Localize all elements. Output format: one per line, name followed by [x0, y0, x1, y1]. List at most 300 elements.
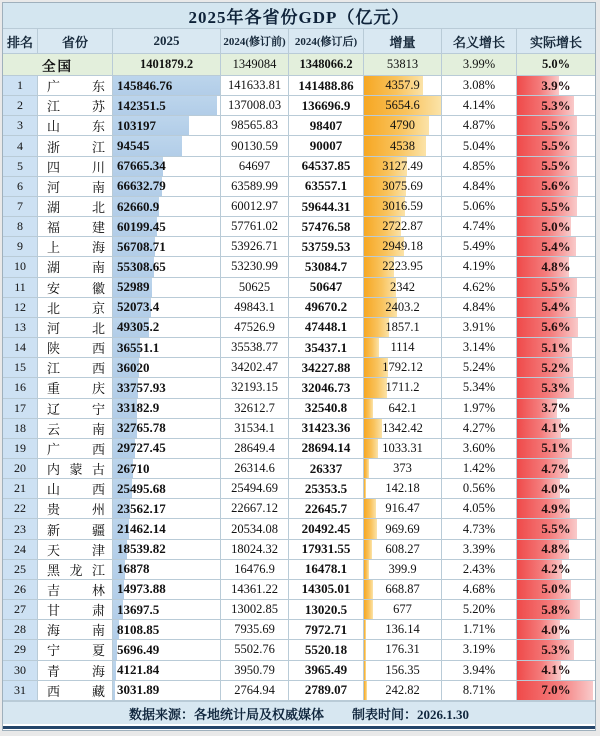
nominal-growth-cell: 5.24% — [442, 358, 517, 378]
nominal-growth-cell: 4.14% — [442, 96, 517, 116]
table-row — [3, 338, 595, 358]
province-cell — [38, 661, 113, 681]
table-row — [3, 439, 595, 459]
gdp-2025-cell: 5696.49 — [113, 640, 221, 660]
gdp-2024-before-cell: 32612.7 — [221, 399, 289, 419]
table-row — [3, 197, 595, 217]
table-row — [3, 540, 595, 560]
gdp-2024-before-cell: 34202.47 — [221, 358, 289, 378]
rank-cell: 6 — [3, 177, 38, 197]
province-name: 西 藏 — [47, 683, 105, 699]
rank-cell: 16 — [3, 378, 38, 398]
table-row — [3, 157, 595, 177]
national-real-growth: 5.0% — [517, 54, 595, 76]
gdp-2024-before-cell: 90130.59 — [221, 136, 289, 156]
nominal-growth-cell: 2.43% — [442, 560, 517, 580]
real-growth-cell: 5.3% — [517, 640, 595, 660]
nominal-growth-cell: 1.97% — [442, 399, 517, 419]
real-growth-cell: 5.5% — [517, 157, 595, 177]
gdp-2025-cell: 33757.93 — [113, 378, 221, 398]
gdp-2025-cell: 145846.76 — [113, 76, 221, 96]
real-growth-cell: 5.5% — [517, 519, 595, 539]
gdp-2024-after-cell: 49670.2 — [289, 298, 364, 318]
gdp-2024-after-cell: 16478.1 — [289, 560, 364, 580]
increment-bar — [364, 681, 367, 700]
province-cell — [38, 237, 113, 257]
province-cell — [38, 338, 113, 358]
rank-cell: 26 — [3, 580, 38, 600]
increment-cell: 677 — [364, 600, 442, 620]
province-name: 江 苏 — [47, 99, 105, 115]
increment-bar — [364, 499, 376, 518]
real-growth-cell: 4.1% — [517, 419, 595, 439]
province-name: 海 南 — [47, 623, 105, 639]
gdp-2025-cell: 16878 — [113, 560, 221, 580]
national-2024-after: 1348066.2 — [289, 54, 364, 76]
gdp-2025-cell: 67665.34 — [113, 157, 221, 177]
national-nominal-growth: 3.99% — [442, 54, 517, 76]
table-row — [3, 298, 595, 318]
province-name: 广 西 — [47, 441, 105, 457]
gdp-2024-before-cell: 60012.97 — [221, 197, 289, 217]
increment-cell: 1711.2 — [364, 378, 442, 398]
table-row — [3, 177, 595, 197]
gdp-2024-after-cell: 17931.55 — [289, 540, 364, 560]
gdp-2024-after-cell: 5520.18 — [289, 640, 364, 660]
province-cell — [38, 136, 113, 156]
rank-cell: 23 — [3, 519, 38, 539]
table-row — [3, 499, 595, 519]
table-row — [3, 378, 595, 398]
increment-cell: 399.9 — [364, 560, 442, 580]
data-source-label: 数据来源：各地统计局及权威媒体 — [128, 706, 324, 722]
gdp-2024-before-cell: 5502.76 — [221, 640, 289, 660]
province-cell — [38, 378, 113, 398]
increment-cell: 2403.2 — [364, 298, 442, 318]
real-growth-cell: 4.8% — [517, 540, 595, 560]
real-growth-cell: 5.6% — [517, 318, 595, 338]
province-name: 上 海 — [47, 240, 105, 256]
gdp-2024-after-cell: 28694.14 — [289, 439, 364, 459]
province-cell — [38, 499, 113, 519]
province-name: 江 西 — [47, 361, 105, 377]
increment-bar — [364, 519, 377, 538]
gdp-2024-after-cell: 13020.5 — [289, 600, 364, 620]
gdp-2025-cell: 18539.82 — [113, 540, 221, 560]
increment-cell: 2949.18 — [364, 237, 442, 257]
gdp-2024-before-cell: 13002.85 — [221, 600, 289, 620]
real-growth-cell: 7.0% — [517, 681, 595, 701]
gdp-2024-before-cell: 28649.4 — [221, 439, 289, 459]
rank-cell: 19 — [3, 439, 38, 459]
rank-cell: 30 — [3, 661, 38, 681]
gdp-2024-after-cell: 57476.58 — [289, 217, 364, 237]
province-cell — [38, 197, 113, 217]
table-footer — [3, 701, 595, 724]
gdp-2024-before-cell: 2764.94 — [221, 681, 289, 701]
gdp-2024-after-cell: 53084.7 — [289, 257, 364, 277]
gdp-2024-before-cell: 26314.6 — [221, 459, 289, 479]
rank-cell: 10 — [3, 257, 38, 277]
table-row — [3, 459, 595, 479]
table-body — [3, 76, 595, 701]
province-cell — [38, 257, 113, 277]
real-growth-cell: 5.8% — [517, 600, 595, 620]
gdp-2024-after-cell: 3965.49 — [289, 661, 364, 681]
nominal-growth-cell: 1.71% — [442, 620, 517, 640]
table-row — [3, 358, 595, 378]
gdp-2025-cell: 25495.68 — [113, 479, 221, 499]
rank-cell: 4 — [3, 136, 38, 156]
gdp-2024-after-cell: 20492.45 — [289, 519, 364, 539]
gdp-2024-after-cell: 90007 — [289, 136, 364, 156]
province-name: 四 川 — [47, 159, 105, 175]
province-cell — [38, 479, 113, 499]
nominal-growth-cell: 5.04% — [442, 136, 517, 156]
increment-cell: 176.31 — [364, 640, 442, 660]
gdp-2024-before-cell: 64697 — [221, 157, 289, 177]
nominal-growth-cell: 8.71% — [442, 681, 517, 701]
col-header-province: 省份 — [38, 29, 113, 54]
nominal-growth-cell: 3.91% — [442, 318, 517, 338]
real-growth-cell: 5.0% — [517, 217, 595, 237]
gdp-2024-before-cell: 47526.9 — [221, 318, 289, 338]
gdp-2025-cell: 14973.88 — [113, 580, 221, 600]
gdp-2025-cell: 94545 — [113, 136, 221, 156]
province-name: 福 建 — [47, 220, 105, 236]
real-growth-cell: 4.1% — [517, 661, 595, 681]
gdp-2025-cell: 4121.84 — [113, 661, 221, 681]
increment-bar — [364, 620, 366, 639]
table-row — [3, 217, 595, 237]
nominal-growth-cell: 3.19% — [442, 640, 517, 660]
gdp-2024-before-cell: 25494.69 — [221, 479, 289, 499]
province-name: 天 津 — [47, 542, 105, 558]
increment-bar — [364, 600, 373, 619]
increment-cell: 136.14 — [364, 620, 442, 640]
increment-bar — [364, 338, 379, 357]
gdp-2024-before-cell: 53926.71 — [221, 237, 289, 257]
table-row — [3, 257, 595, 277]
increment-bar — [364, 580, 373, 599]
gdp-2024-after-cell: 32046.73 — [289, 378, 364, 398]
gdp-2025-cell: 36551.1 — [113, 338, 221, 358]
nominal-growth-cell: 4.87% — [442, 116, 517, 136]
real-growth-cell: 5.0% — [517, 580, 595, 600]
increment-cell: 2342 — [364, 278, 442, 298]
gdp-2024-before-cell: 98565.83 — [221, 116, 289, 136]
real-growth-cell: 5.2% — [517, 358, 595, 378]
national-gdp-2025: 1401879.2 — [113, 54, 221, 76]
col-header-rank: 排名 — [3, 29, 38, 54]
table-row — [3, 661, 595, 681]
increment-bar — [364, 378, 387, 397]
province-cell — [38, 519, 113, 539]
increment-cell: 608.27 — [364, 540, 442, 560]
increment-cell: 3016.59 — [364, 197, 442, 217]
increment-cell: 3075.69 — [364, 177, 442, 197]
table-row — [3, 116, 595, 136]
page-title: 2025年各省份GDP（亿元） — [3, 3, 595, 29]
rank-cell: 21 — [3, 479, 38, 499]
province-name: 广 东 — [47, 79, 105, 95]
province-cell — [38, 560, 113, 580]
table-row — [3, 399, 595, 419]
nominal-growth-cell: 5.20% — [442, 600, 517, 620]
real-growth-cell: 4.7% — [517, 459, 595, 479]
gdp-2024-after-cell: 2789.07 — [289, 681, 364, 701]
increment-cell: 916.47 — [364, 499, 442, 519]
nominal-growth-cell: 3.39% — [442, 540, 517, 560]
rank-cell: 7 — [3, 197, 38, 217]
increment-bar — [364, 640, 366, 659]
increment-bar — [364, 419, 382, 438]
table-row — [3, 479, 595, 499]
province-cell — [38, 419, 113, 439]
increment-cell: 3127.49 — [364, 157, 442, 177]
table-row — [3, 278, 595, 298]
nominal-growth-cell: 4.84% — [442, 177, 517, 197]
rank-cell: 13 — [3, 318, 38, 338]
increment-cell: 642.1 — [364, 399, 442, 419]
gdp-2024-after-cell: 35437.1 — [289, 338, 364, 358]
nominal-growth-cell: 4.85% — [442, 157, 517, 177]
table-row — [3, 560, 595, 580]
real-growth-cell: 5.1% — [517, 338, 595, 358]
gdp-2025-cell: 23562.17 — [113, 499, 221, 519]
rank-cell: 29 — [3, 640, 38, 660]
increment-bar — [364, 540, 372, 559]
gdp-2024-before-cell: 14361.22 — [221, 580, 289, 600]
increment-bar — [364, 479, 366, 498]
increment-cell: 373 — [364, 459, 442, 479]
increment-cell: 156.35 — [364, 661, 442, 681]
rank-cell: 25 — [3, 560, 38, 580]
gdp-2024-before-cell: 50625 — [221, 278, 289, 298]
real-growth-cell: 5.5% — [517, 116, 595, 136]
gdp-2025-cell: 36020 — [113, 358, 221, 378]
gdp-2025-cell: 60199.45 — [113, 217, 221, 237]
col-header-2024-before: 2024(修订前) — [221, 29, 289, 54]
gdp-2025-cell: 13697.5 — [113, 600, 221, 620]
table-row — [3, 237, 595, 257]
province-cell — [38, 76, 113, 96]
gdp-2024-after-cell: 7972.71 — [289, 620, 364, 640]
gdp-2024-after-cell: 98407 — [289, 116, 364, 136]
real-growth-cell: 5.3% — [517, 378, 595, 398]
gdp-2024-after-cell: 26337 — [289, 459, 364, 479]
province-name: 北 京 — [47, 300, 105, 316]
province-name: 吉 林 — [47, 582, 105, 598]
nominal-growth-cell: 5.49% — [442, 237, 517, 257]
rank-cell: 31 — [3, 681, 38, 701]
nominal-growth-cell: 0.56% — [442, 479, 517, 499]
increment-bar — [364, 661, 366, 680]
gdp-2025-cell: 52073.4 — [113, 298, 221, 318]
gdp-2025-cell: 26710 — [113, 459, 221, 479]
table-row — [3, 136, 595, 156]
province-name: 辽 宁 — [47, 401, 105, 417]
province-cell — [38, 600, 113, 620]
gdp-2024-before-cell: 141633.81 — [221, 76, 289, 96]
province-name: 浙 江 — [47, 139, 105, 155]
nominal-growth-cell: 4.73% — [442, 519, 517, 539]
real-growth-cell: 5.5% — [517, 278, 595, 298]
gdp-2024-after-cell: 59644.31 — [289, 197, 364, 217]
table-row — [3, 580, 595, 600]
col-header-real-growth: 实际增长 — [517, 29, 595, 54]
gdp-2024-before-cell: 63589.99 — [221, 177, 289, 197]
rank-cell: 5 — [3, 157, 38, 177]
gdp-2024-after-cell: 14305.01 — [289, 580, 364, 600]
gdp-2025-cell: 66632.79 — [113, 177, 221, 197]
gdp-2024-before-cell: 53230.99 — [221, 257, 289, 277]
gdp-2025-cell: 32765.78 — [113, 419, 221, 439]
nominal-growth-cell: 4.84% — [442, 298, 517, 318]
increment-cell: 1342.42 — [364, 419, 442, 439]
increment-cell: 5654.6 — [364, 96, 442, 116]
increment-cell: 142.18 — [364, 479, 442, 499]
gdp-2024-after-cell: 47448.1 — [289, 318, 364, 338]
increment-bar — [364, 459, 369, 478]
gdp-2025-cell: 62660.9 — [113, 197, 221, 217]
rank-cell: 17 — [3, 399, 38, 419]
increment-bar — [364, 560, 369, 579]
province-name: 重 庆 — [47, 381, 105, 397]
gdp-2024-before-cell: 31534.1 — [221, 419, 289, 439]
province-cell — [38, 358, 113, 378]
province-cell — [38, 681, 113, 701]
gdp-2025-cell: 49305.2 — [113, 318, 221, 338]
gdp-2024-before-cell: 20534.08 — [221, 519, 289, 539]
gdp-2024-after-cell: 22645.7 — [289, 499, 364, 519]
national-increment: 53813 — [364, 54, 442, 76]
gdp-2024-after-cell: 25353.5 — [289, 479, 364, 499]
gdp-2025-cell: 3031.89 — [113, 681, 221, 701]
table-row — [3, 620, 595, 640]
province-cell — [38, 620, 113, 640]
real-growth-cell: 5.4% — [517, 237, 595, 257]
gdp-2025-cell: 33182.9 — [113, 399, 221, 419]
nominal-growth-cell: 3.14% — [442, 338, 517, 358]
col-header-2025: 2025 — [113, 29, 221, 54]
province-name: 山 东 — [47, 119, 105, 135]
gdp-table — [2, 2, 596, 731]
nominal-growth-cell: 5.34% — [442, 378, 517, 398]
province-name: 内 蒙 古 — [47, 462, 105, 478]
rank-cell: 22 — [3, 499, 38, 519]
province-cell — [38, 217, 113, 237]
nominal-growth-cell: 4.74% — [442, 217, 517, 237]
increment-cell: 2223.95 — [364, 257, 442, 277]
province-cell — [38, 116, 113, 136]
province-name: 山 西 — [47, 482, 105, 498]
rank-cell: 12 — [3, 298, 38, 318]
gdp-2024-before-cell: 3950.79 — [221, 661, 289, 681]
increment-cell: 242.82 — [364, 681, 442, 701]
increment-cell: 1033.31 — [364, 439, 442, 459]
nominal-growth-cell: 3.60% — [442, 439, 517, 459]
table-row — [3, 318, 595, 338]
rank-cell: 8 — [3, 217, 38, 237]
gdp-2025-cell: 103197 — [113, 116, 221, 136]
province-cell — [38, 540, 113, 560]
increment-cell: 1792.12 — [364, 358, 442, 378]
gdp-2024-after-cell: 64537.85 — [289, 157, 364, 177]
gdp-2025-cell: 21462.14 — [113, 519, 221, 539]
province-name: 黑 龙 江 — [47, 562, 105, 578]
province-name: 河 南 — [47, 179, 105, 195]
real-growth-cell: 5.3% — [517, 96, 595, 116]
table-row — [3, 519, 595, 539]
table-row — [3, 681, 595, 701]
table-row — [3, 600, 595, 620]
national-label: 全国 — [3, 54, 113, 76]
province-cell — [38, 439, 113, 459]
increment-cell: 2722.87 — [364, 217, 442, 237]
province-name: 宁 夏 — [47, 643, 105, 659]
rank-cell: 11 — [3, 278, 38, 298]
gdp-2024-before-cell: 18024.32 — [221, 540, 289, 560]
province-cell — [38, 640, 113, 660]
province-name: 贵 州 — [47, 502, 105, 518]
increment-bar — [364, 439, 378, 458]
made-date-label: 制表时间：2026.1.30 — [352, 706, 470, 722]
col-header-increment: 增量 — [364, 29, 442, 54]
nominal-growth-cell: 3.08% — [442, 76, 517, 96]
gdp-2024-after-cell: 50647 — [289, 278, 364, 298]
increment-cell: 4538 — [364, 136, 442, 156]
table-row — [3, 76, 595, 96]
province-name: 甘 肃 — [47, 603, 105, 619]
real-growth-cell: 4.0% — [517, 479, 595, 499]
gdp-2024-before-cell: 7935.69 — [221, 620, 289, 640]
gdp-2025-cell: 55308.65 — [113, 257, 221, 277]
province-name: 安 徽 — [47, 280, 105, 296]
province-cell — [38, 157, 113, 177]
province-name: 陕 西 — [47, 341, 105, 357]
nominal-growth-cell: 1.42% — [442, 459, 517, 479]
gdp-2025-cell: 142351.5 — [113, 96, 221, 116]
increment-cell: 969.69 — [364, 519, 442, 539]
nominal-growth-cell: 4.27% — [442, 419, 517, 439]
province-name: 青 海 — [47, 663, 105, 679]
nominal-growth-cell: 4.68% — [442, 580, 517, 600]
province-name: 湖 南 — [47, 260, 105, 276]
table-header — [3, 29, 595, 54]
province-cell — [38, 298, 113, 318]
col-header-2024-after: 2024(修订后) — [289, 29, 364, 54]
nominal-growth-cell: 3.94% — [442, 661, 517, 681]
gdp-2025-cell: 52989 — [113, 278, 221, 298]
nominal-growth-cell: 4.19% — [442, 257, 517, 277]
gdp-2025-cell: 56708.71 — [113, 237, 221, 257]
rank-cell: 18 — [3, 419, 38, 439]
gdp-2024-before-cell: 57761.02 — [221, 217, 289, 237]
increment-cell: 4790 — [364, 116, 442, 136]
national-total-row — [3, 54, 595, 76]
real-growth-cell: 5.6% — [517, 177, 595, 197]
gdp-2024-after-cell: 34227.88 — [289, 358, 364, 378]
rank-cell: 20 — [3, 459, 38, 479]
gdp-2024-after-cell: 141488.86 — [289, 76, 364, 96]
gdp-2024-after-cell: 136696.9 — [289, 96, 364, 116]
province-cell — [38, 177, 113, 197]
rank-cell: 28 — [3, 620, 38, 640]
rank-cell: 14 — [3, 338, 38, 358]
real-growth-cell: 5.5% — [517, 197, 595, 217]
gdp-2024-before-cell: 137008.03 — [221, 96, 289, 116]
